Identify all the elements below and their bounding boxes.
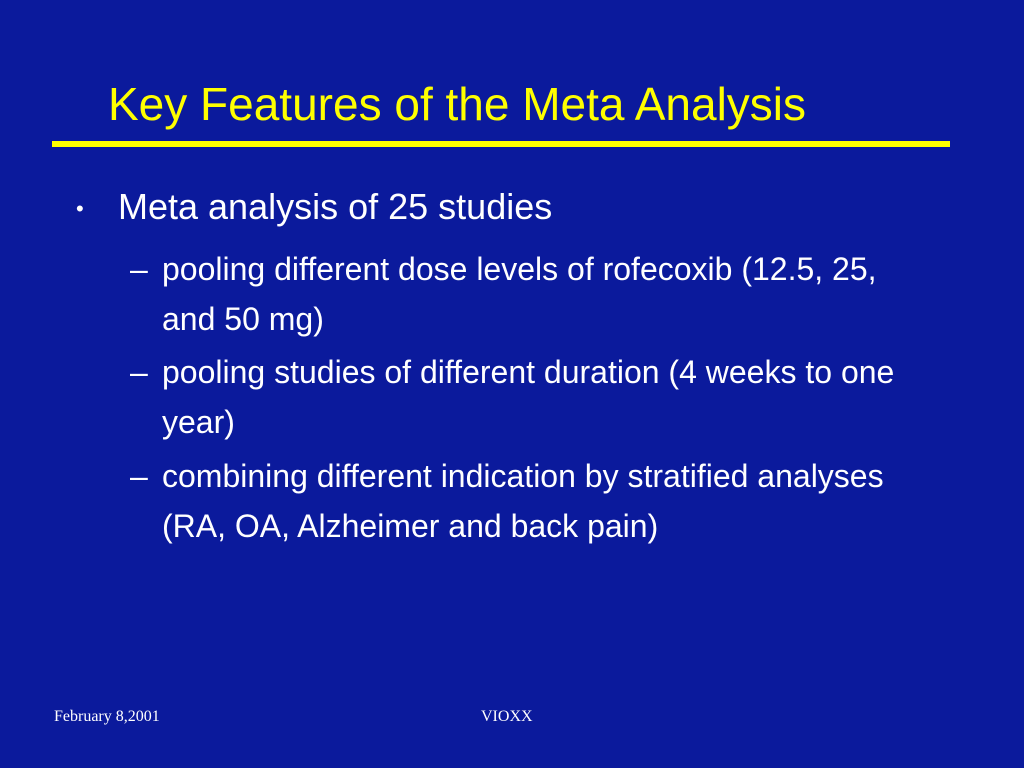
bullet-dot-icon: • [76, 196, 84, 221]
dash-icon: – [130, 458, 148, 494]
bullet-text: Meta analysis of 25 studies [118, 186, 553, 227]
dash-icon: – [130, 251, 148, 287]
footer-date: February 8,2001 [54, 708, 160, 725]
sub-bullet-item [130, 244, 910, 344]
sub-bullet-text: pooling studies of different duration (4 weeks to one year) [162, 354, 895, 440]
dash-icon: – [130, 354, 148, 390]
title-underline [52, 141, 950, 147]
sub-bullet-text: combining different indication by stratified analyses (RA, OA, Alzheimer and back pain) [162, 458, 884, 544]
sub-bullet-item [130, 347, 910, 447]
sub-bullet-text: pooling different dose levels of rofecoxib (12.5, 25, and 50 mg) [162, 251, 877, 337]
footer-title: VIOXX [481, 708, 533, 725]
sub-bullet-item [130, 451, 910, 551]
slide-title: Key Features of the Meta Analysis [108, 78, 807, 130]
